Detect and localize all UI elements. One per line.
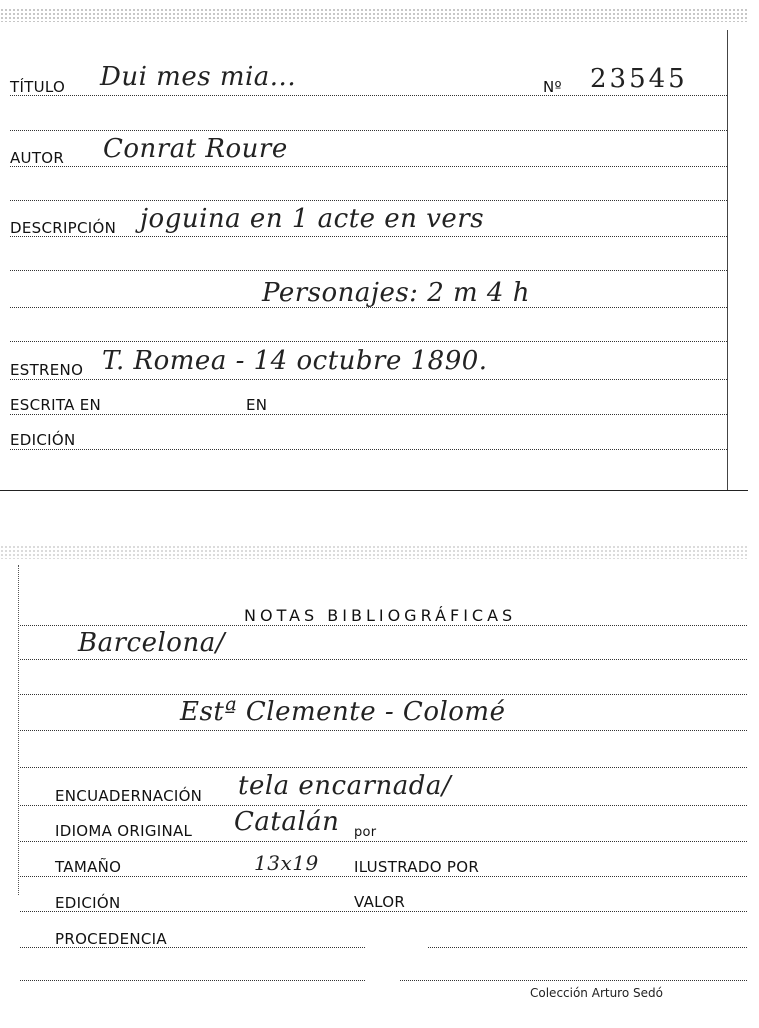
coleccion-label: Colección Arturo Sedó [530, 986, 663, 1000]
scan-noise-top [0, 8, 748, 22]
encuadernacion-value: tela encarnada/ [238, 771, 452, 801]
autor-label: AUTOR [10, 149, 65, 167]
footer-line-right [400, 980, 747, 981]
idioma-value: Catalán [234, 807, 340, 837]
edicion-label-2: EDICIÓN [55, 894, 121, 912]
tamano-label: TAMAÑO [55, 858, 122, 876]
note-line-2-rule [20, 694, 747, 695]
scan-noise-bottom [0, 545, 748, 559]
titulo-line [10, 95, 727, 96]
catalog-card-bottom [0, 535, 759, 1025]
procedencia-label: PROCEDENCIA [55, 930, 167, 948]
note-line-1-rule [20, 659, 747, 660]
note-line-2: Estª Clemente - Colomé [180, 697, 506, 727]
blank-line-3 [10, 270, 727, 271]
note-line-4-rule [20, 767, 747, 768]
estreno-value: T. Romea - 14 octubre 1890. [102, 346, 488, 376]
catalog-card-top [0, 0, 759, 500]
blank-line-2 [10, 200, 727, 201]
notas-header: NOTAS BIBLIOGRÁFICAS [244, 606, 517, 625]
personajes-line [10, 307, 727, 308]
card-left-edge [18, 565, 19, 895]
en-label: EN [246, 396, 268, 414]
valor-label: VALOR [354, 893, 406, 911]
descripcion-label: DESCRIPCIÓN [10, 219, 117, 237]
autor-line [10, 166, 727, 167]
note-line-1: Barcelona/ [78, 628, 225, 658]
edicion-line-2 [20, 911, 747, 912]
idioma-label: IDIOMA ORIGINAL [55, 822, 193, 840]
autor-value: Conrat Roure [103, 134, 288, 164]
card-right-edge [727, 30, 728, 490]
note-line-3-rule [20, 730, 747, 731]
edicion-label: EDICIÓN [10, 431, 76, 449]
numero-value: 23545 [590, 64, 688, 94]
encuadernacion-line [20, 805, 747, 806]
edicion-line [10, 449, 727, 450]
procedencia-line-right [428, 947, 747, 948]
escrita-en-label: ESCRITA EN [10, 396, 102, 414]
descripcion-value: joguina en 1 acte en vers [140, 204, 485, 234]
blank-line-4 [10, 341, 727, 342]
idioma-line [20, 841, 747, 842]
titulo-value: Dui mes mia... [100, 62, 297, 92]
titulo-label: TÍTULO [10, 78, 66, 96]
estreno-label: ESTRENO [10, 361, 84, 379]
descripcion-line [10, 236, 727, 237]
estreno-line [10, 379, 727, 380]
notas-line [20, 625, 747, 626]
footer-line-left [20, 980, 365, 981]
procedencia-line-left [20, 947, 365, 948]
numero-label: Nº [543, 78, 562, 96]
tamano-value: 13x19 [254, 851, 319, 875]
encuadernacion-label: ENCUADERNACIÓN [55, 787, 203, 805]
por-label: por [354, 825, 377, 840]
personajes-value: Personajes: 2 m 4 h [262, 278, 530, 308]
card-bottom-edge [0, 490, 748, 491]
escrita-line [10, 414, 727, 415]
ilustrado-label: ILUSTRADO POR [354, 858, 480, 876]
blank-line-1 [10, 130, 727, 131]
tamano-line [20, 876, 747, 877]
